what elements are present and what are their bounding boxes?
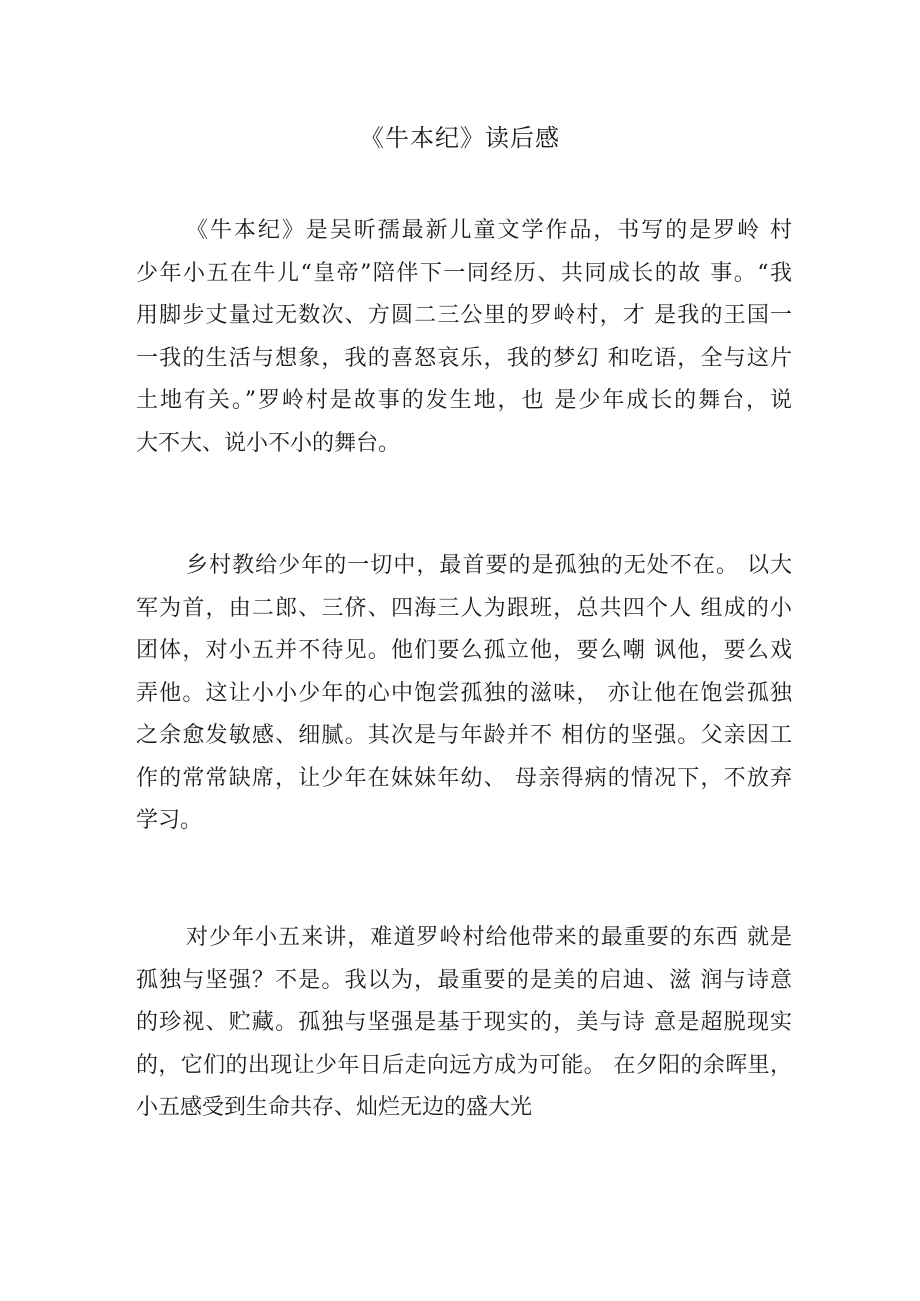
paragraph-line: 《牛本纪》是吴昕孺最新儿童文学作品，书写的是罗岭 村: [186, 218, 792, 243]
paragraph-line: 一我的生活与想象，我的喜怒哀乐，我的梦幻 和吃语，全与这片: [136, 345, 792, 371]
paragraph-line: 的，它们的出现让少年日后走向远方成为可能。 在夕阳的余晖里，: [136, 1052, 792, 1078]
paragraph-line: 少年小五在牛儿“皇帝”陪伴下一同经历、共同成长的故 事。“我: [136, 260, 792, 286]
paragraph-2: [136, 545, 792, 843]
paragraph-line: 团体，对小五并不待见。他们要么孤立他，要么嘲 讽他，要么戏: [136, 638, 792, 663]
paragraph-line: 乡村教给少年的一切中，最首要的是孤独的无处不在。 以大: [186, 553, 792, 578]
paragraph-line: 小五感受到生命共存、灿烂无边的盛大光: [136, 1095, 533, 1120]
paragraph-line: 军为首，由二郎、三侪、四海三人为跟班，总共四个人 组成的小: [136, 595, 792, 621]
paragraph-line: 大不大、说小不小的舞台。: [136, 430, 401, 456]
paragraph-line: 学习。: [136, 808, 203, 833]
paragraph-line: 用脚步丈量过无数次、方圆二三公里的罗岭村，才 是我的王国一: [136, 303, 792, 328]
paragraph-line: 土地有关。”罗岭村是故事的发生地，也 是少年成长的舞台，说: [136, 388, 792, 413]
paragraph-line: 的珍视、贮藏。孤独与坚强是基于现实的，美与诗 意是超脱现实: [136, 1010, 792, 1035]
document-title: 《牛本纪》读后感: [360, 124, 560, 152]
paragraph-line: 弄他。这让小小少年的心中饱尝孤独的滋味， 亦让他在饱尝孤独: [136, 680, 792, 706]
paragraph-line: 之余愈发敏感、细腻。其次是与年龄并不 相仿的坚强。父亲因工: [136, 723, 792, 748]
paragraph-line: 作的常常缺席，让少年在妹妹年幼、 母亲得病的情况下，不放弃: [136, 765, 792, 791]
paragraph-line: 孤独与坚强？不是。我以为，最重要的是美的启迪、滋 润与诗意: [136, 967, 792, 993]
paragraph-1: [136, 210, 792, 465]
paragraph-line: 对少年小五来讲，难道罗岭村给他带来的最重要的东西 就是: [186, 925, 792, 950]
paragraph-3: [136, 917, 792, 1130]
